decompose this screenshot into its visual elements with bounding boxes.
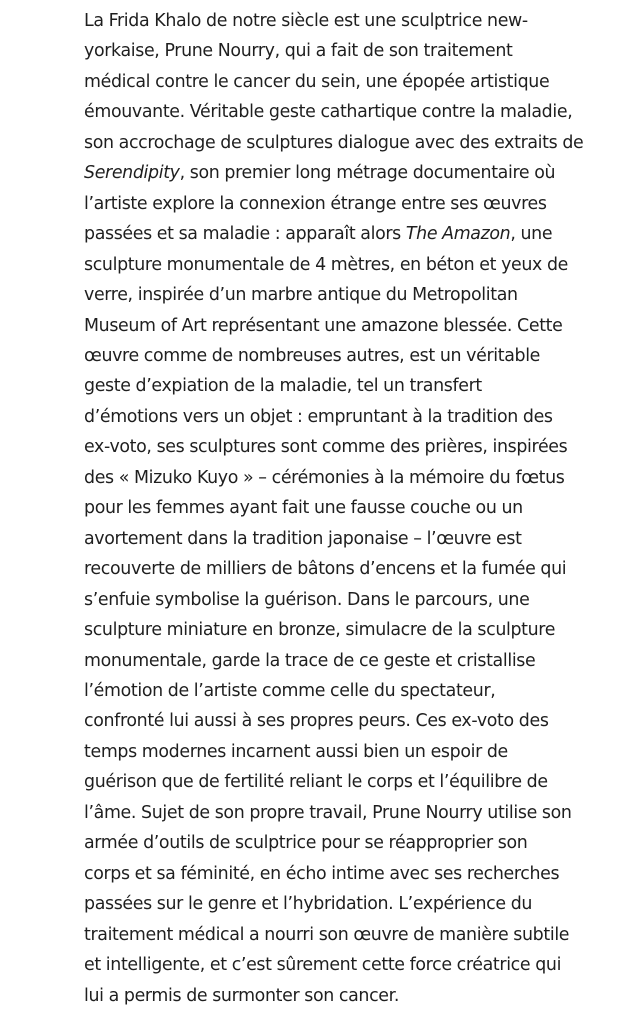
text-segment: guérison que de fertilité reliant le corps et l’équilibre de — [84, 772, 548, 793]
text-line — [84, 828, 624, 858]
text-line — [84, 493, 624, 523]
text-segment: , son premier long métrage documentaire où — [179, 163, 556, 184]
text-line — [84, 859, 624, 889]
text-segment: , une — [510, 224, 553, 245]
text-segment: l’artiste explore la connexion étrange entre ses œuvres — [84, 193, 547, 214]
text-segment: œuvre comme de nombreuses autres, est un véritable — [84, 345, 541, 366]
text-line — [84, 371, 624, 401]
text-segment: l’émotion de l’artiste comme celle du spectateur, — [84, 680, 496, 701]
text-segment: lui a permis de surmonter son cancer. — [84, 985, 400, 1006]
text-line — [84, 463, 624, 493]
text-segment: pour les femmes ayant fait une fausse couche ou un — [84, 498, 523, 519]
text-segment: monumentale, garde la trace de ce geste et cristallise — [84, 650, 536, 671]
text-line — [84, 767, 624, 797]
text-line — [84, 798, 624, 828]
text-line — [84, 311, 624, 341]
text-line — [84, 524, 624, 554]
text-line — [84, 36, 624, 66]
text-segment: corps et sa féminité, en écho intime avec ses recherches — [84, 863, 560, 884]
text-line — [84, 981, 624, 1011]
text-line — [84, 128, 624, 158]
text-line — [84, 889, 624, 919]
text-segment: l’âme. Sujet de son propre travail, Prune Nourry utilise son — [84, 802, 572, 823]
text-segment: passées sur le genre et l’hybridation. L’expérience du — [84, 894, 533, 915]
text-segment: s’enfuie symbolise la guérison. Dans le parcours, une — [84, 589, 530, 610]
text-segment: sculpture miniature en bronze, simulacre de la sculpture — [84, 620, 556, 641]
text-line — [84, 432, 624, 462]
text-segment: avortement dans la tradition japonaise – l’œuvre est — [84, 528, 522, 549]
text-line — [84, 250, 624, 280]
italic-title: Serendipity — [84, 163, 180, 184]
text-line — [84, 402, 624, 432]
text-line — [84, 158, 624, 188]
italic-title: The Amazon — [405, 224, 511, 245]
text-line — [84, 67, 624, 97]
text-line — [84, 706, 624, 736]
text-line — [84, 189, 624, 219]
text-segment: recouverte de milliers de bâtons d’encens et la fumée qui — [84, 559, 567, 580]
text-line — [84, 585, 624, 615]
text-segment: et intelligente, et c’est sûrement cette force créatrice qui — [84, 955, 562, 976]
text-line — [84, 676, 624, 706]
text-segment: traitement médical a nourri son œuvre de manière subtile — [84, 924, 570, 945]
text-segment: ex-voto, ses sculptures sont comme des prières, inspirées — [84, 437, 568, 458]
article-paragraph — [84, 6, 624, 1011]
text-line — [84, 219, 624, 249]
text-line — [84, 97, 624, 127]
text-line — [84, 6, 624, 36]
text-segment: yorkaise, Prune Nourry, qui a fait de son traitement — [84, 41, 513, 62]
text-line — [84, 341, 624, 371]
text-segment: passées et sa maladie : apparaît alors — [84, 224, 406, 245]
text-segment: son accrochage de sculptures dialogue avec des extraits de — [84, 132, 584, 153]
text-line — [84, 920, 624, 950]
text-segment: temps modernes incarnent aussi bien un espoir de — [84, 741, 508, 762]
text-segment: émouvante. Véritable geste cathartique contre la maladie, — [84, 102, 573, 123]
text-segment: médical contre le cancer du sein, une épopée artistique — [84, 71, 550, 92]
text-line — [84, 615, 624, 645]
text-line — [84, 737, 624, 767]
text-segment: sculpture monumentale de 4 mètres, en béton et yeux de — [84, 254, 568, 275]
text-segment: d’émotions vers un objet : empruntant à la tradition des — [84, 406, 553, 427]
text-line — [84, 280, 624, 310]
text-segment: geste d’expiation de la maladie, tel un transfert — [84, 376, 482, 397]
text-line — [84, 646, 624, 676]
text-segment: Museum of Art représentant une amazone blessée. Cette — [84, 315, 563, 336]
text-segment: des « Mizuko Kuyo » – cérémonies à la mémoire du fœtus — [84, 467, 565, 488]
text-segment: armée d’outils de sculptrice pour se réapproprier son — [84, 833, 528, 854]
text-segment: confronté lui aussi à ses propres peurs. Ces ex-voto des — [84, 711, 549, 732]
text-line — [84, 554, 624, 584]
text-segment: La Frida Khalo de notre siècle est une sculptrice new- — [84, 11, 528, 31]
text-line — [84, 950, 624, 980]
text-segment: verre, inspirée d’un marbre antique du Metropolitan — [84, 285, 518, 306]
